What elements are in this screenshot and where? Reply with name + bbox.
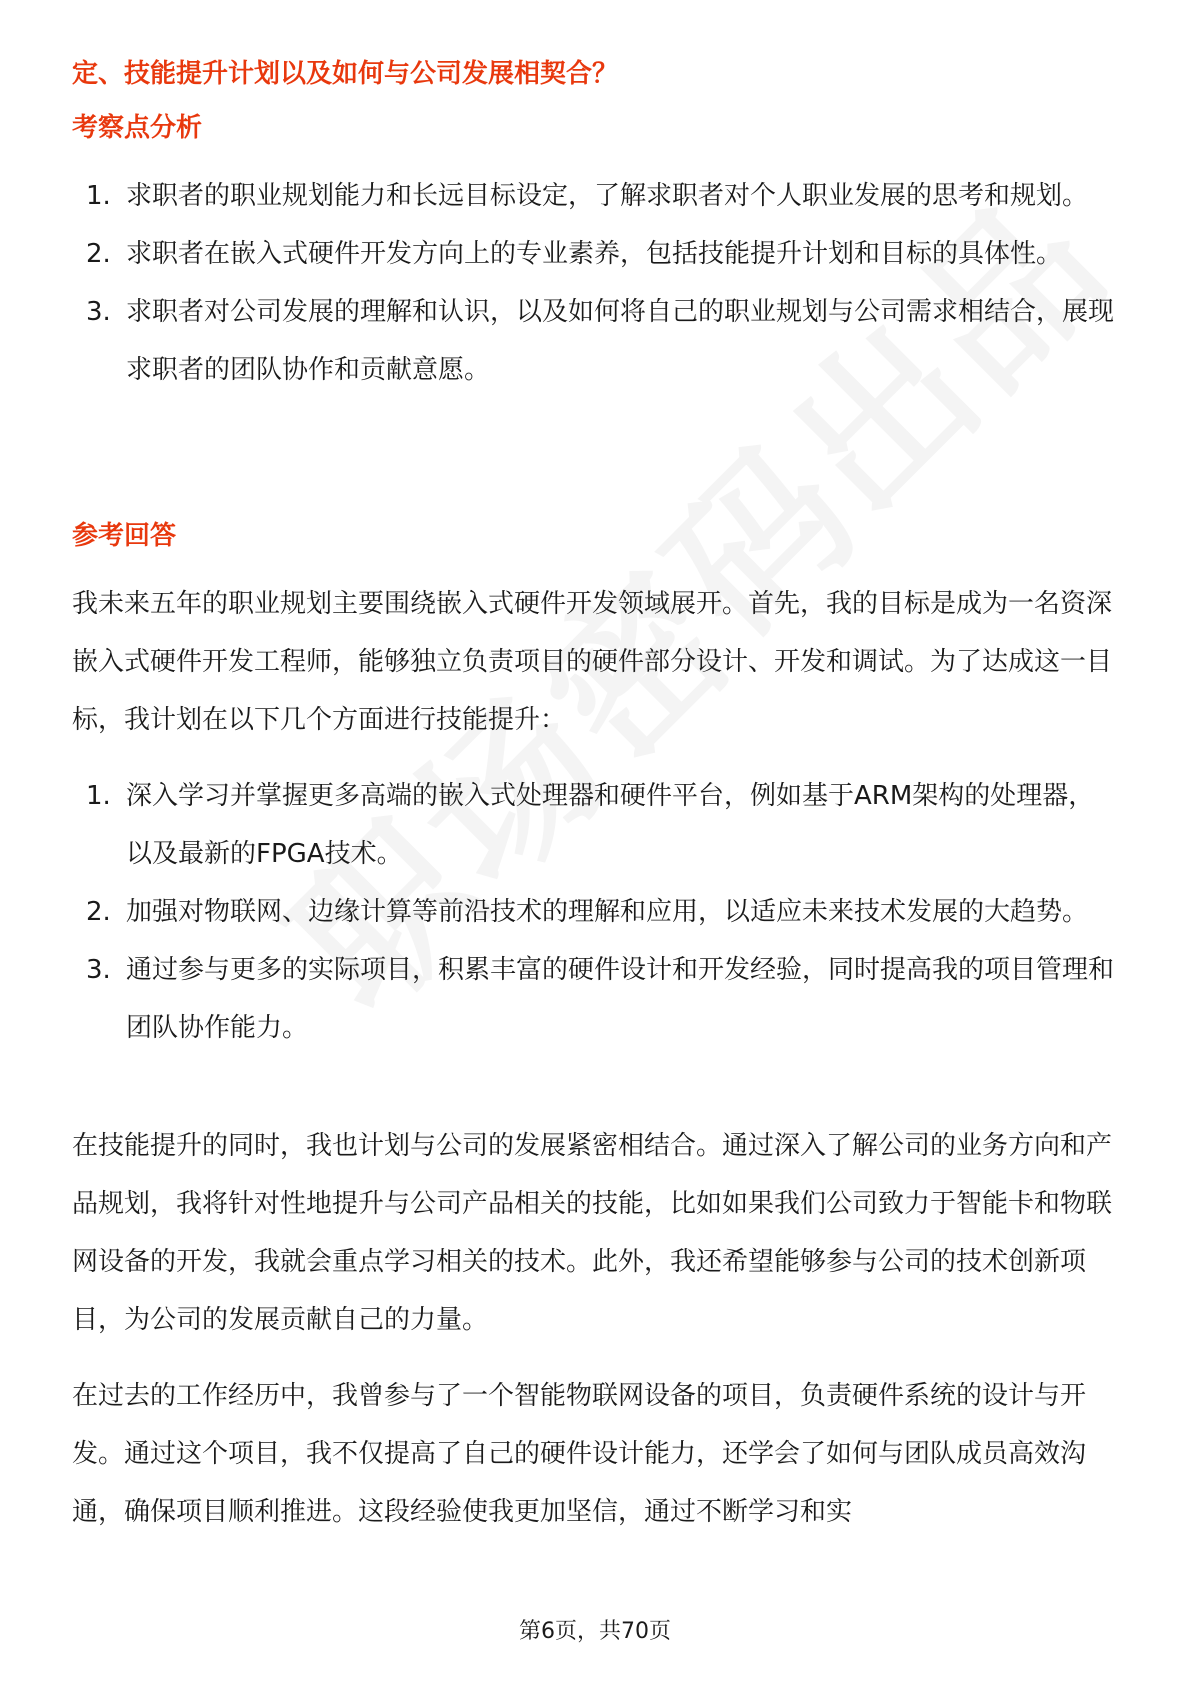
list-item [72, 767, 1118, 883]
answer-heading: 参考回答 [72, 521, 177, 551]
list-text: 求职者对公司发展的理解和认识，以及如何将自己的职业规划与公司需求相结合，展现求职者的团队协作和贡献意愿。 [126, 297, 1115, 385]
list-number: 1. [86, 181, 111, 211]
list-text: 求职者在嵌入式硬件开发方向上的专业素养，包括技能提升计划和目标的具体性。 [126, 239, 1063, 269]
list-item [72, 941, 1118, 1057]
list-number: 2. [86, 897, 111, 927]
list-number: 3. [86, 955, 111, 985]
answer-paragraph-3: 在过去的工作经历中，我曾参与了一个智能物联网设备的项目，负责硬件系统的设计与开发。通过这个项目，我不仅提高了自己的硬件设计能力，还学会了如何与团队成员高效沟通，确保项目顺利推进。这段经验使我更加坚信，通过不断学习和实 [72, 1381, 1087, 1527]
list-number: 3. [86, 297, 111, 327]
answer-intro: 我未来五年的职业规划主要围绕嵌入式硬件开发领域展开。首先，我的目标是成为一名资深嵌入式硬件开发工程师，能够独立负责项目的硬件部分设计、开发和调试。为了达成这一目标，我计划在以下几个方面进行技能提升： [72, 589, 1113, 735]
list-number: 1. [86, 781, 111, 811]
list-item [72, 225, 1118, 283]
list-text: 加强对物联网、边缘计算等前沿技术的理解和应用，以适应未来技术发展的大趋势。 [126, 897, 1089, 927]
list-text: 求职者的职业规划能力和长远目标设定，了解求职者对个人职业发展的思考和规划。 [126, 181, 1089, 211]
page-footer: 第6页，共70页 [519, 1619, 671, 1644]
list-item [72, 283, 1118, 399]
analysis-list [72, 167, 1118, 399]
list-number: 2. [86, 239, 111, 269]
list-item [72, 883, 1118, 941]
list-text: 通过参与更多的实际项目，积累丰富的硬件设计和开发经验，同时提高我的项目管理和团队协作能力。 [126, 955, 1115, 1043]
list-item [72, 167, 1118, 225]
answer-list [72, 767, 1118, 1057]
list-text: 深入学习并掌握更多高端的嵌入式处理器和硬件平台，例如基于ARM架构的处理器，以及最新的FPGA技术。 [126, 781, 1095, 869]
answer-paragraph-2: 在技能提升的同时，我也计划与公司的发展紧密相结合。通过深入了解公司的业务方向和产品规划，我将针对性地提升与公司产品相关的技能，比如如果我们公司致力于智能卡和物联网设备的开发，我就会重点学习相关的技术。此外，我还希望能够参与公司的技术创新项目，为公司的发展贡献自己的力量。 [72, 1131, 1113, 1335]
question-title-continued: 定、技能提升计划以及如何与公司发展相契合？ [72, 59, 619, 89]
analysis-heading: 考察点分析 [72, 113, 203, 143]
